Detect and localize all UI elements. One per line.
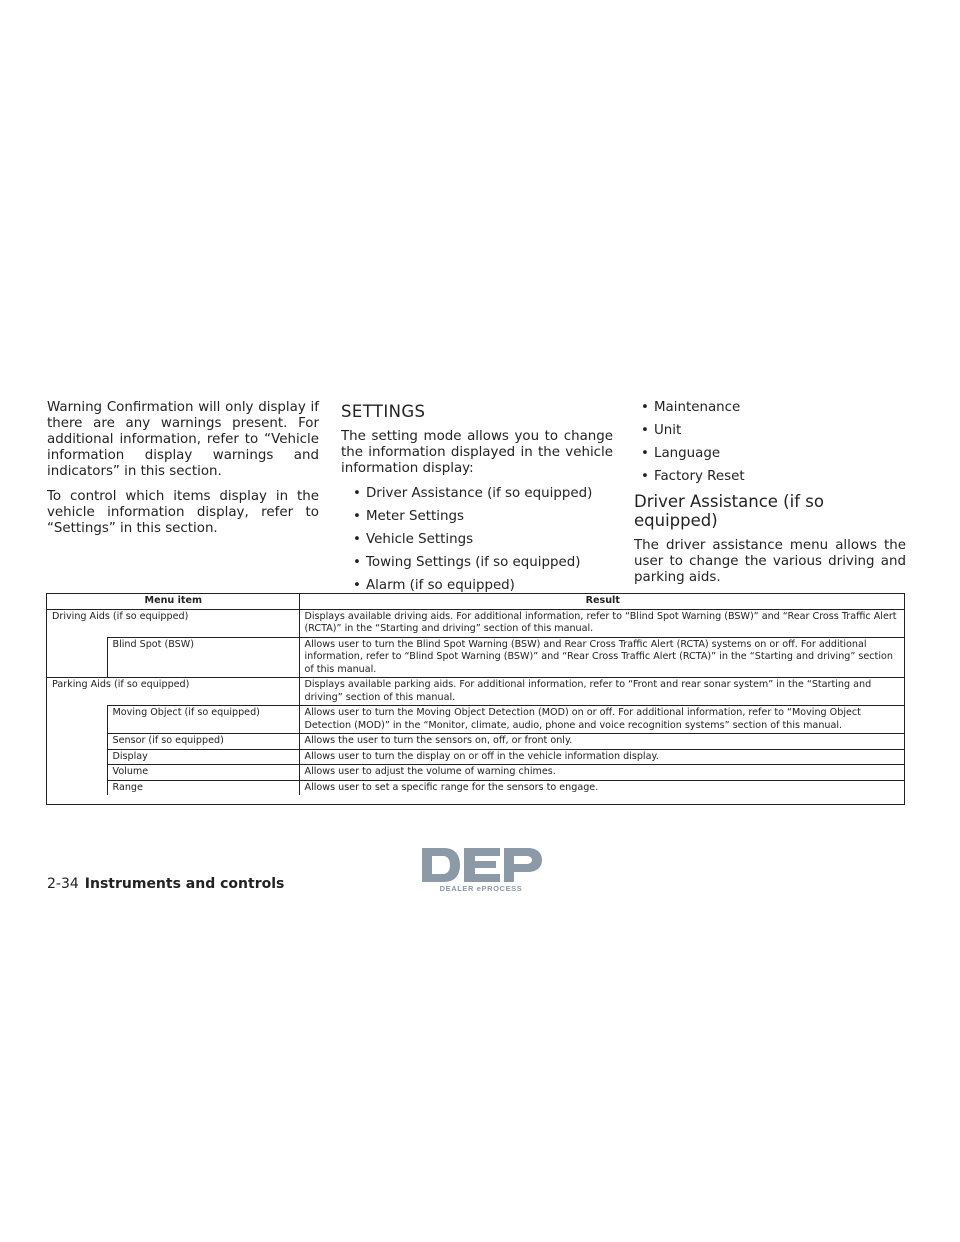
list-item: • Alarm (if so equipped): [353, 578, 515, 593]
result-cell: Allows user to turn the Blind Spot Warning (BSW) and Rear Cross Traffic Alert (RCTA) systems on or off. For additional information, refer to “Blind Spot Warning (BSW)” and “Rear Cross Traffic Alert (RCTA)” in the “Starting and driving” section of this manual.: [299, 637, 905, 678]
dep-logo-icon: [418, 846, 544, 884]
driver-assistance-table: [47, 594, 905, 795]
table-row: [47, 734, 905, 750]
bullet-icon: •: [353, 509, 361, 524]
indent-cell: [47, 706, 107, 796]
bullet-icon: •: [641, 469, 649, 484]
list-item: • Factory Reset: [641, 469, 745, 484]
list-item: • Towing Settings (if so equipped): [353, 555, 581, 570]
text-column-1: [47, 400, 319, 546]
table-row: [47, 765, 905, 781]
logo-caption: DEALER ePROCESS: [439, 884, 523, 893]
bullet-icon: •: [353, 532, 361, 547]
table-row: [47, 637, 905, 678]
list-item: • Unit: [641, 423, 682, 438]
submenu-item-cell: Volume: [107, 765, 299, 781]
result-cell: Displays available driving aids. For additional information, refer to “Blind Spot Warning (BSW)” and “Rear Cross Traffic Alert (RCTA)” in the “Starting and driving” section of this manual.: [299, 609, 905, 637]
text-column-2: [341, 400, 613, 601]
driver-assistance-heading: Driver Assistance (if so equipped): [634, 492, 824, 530]
submenu-item-cell: Range: [107, 780, 299, 795]
result-cell: Allows user to set a specific range for the sensors to engage.: [299, 780, 905, 795]
result-cell: Allows user to adjust the volume of warning chimes.: [299, 765, 905, 781]
list-item: • Vehicle Settings: [353, 532, 474, 547]
settings-heading: SETTINGS: [341, 402, 426, 421]
page-footer: [47, 876, 284, 892]
list-item: • Maintenance: [641, 400, 741, 415]
table-header-result: Result: [299, 594, 905, 609]
table-row: [47, 678, 905, 706]
list-item: • Meter Settings: [353, 509, 464, 524]
table-row: [47, 780, 905, 795]
result-cell: Allows user to turn the Moving Object Detection (MOD) on or off. For additional information, refer to “Moving Object Detection (MOD)” in the “Monitor, climate, audio, phone and voice recognition systems” section of this manual.: [299, 706, 905, 734]
text-column-3: [634, 400, 906, 595]
control-items-paragraph: To control which items display in the vehicle information display, refer to “Settings” in this section.: [47, 489, 319, 536]
table-row: [47, 749, 905, 765]
bullet-icon: •: [353, 555, 361, 570]
submenu-item-cell: Blind Spot (BSW): [107, 637, 299, 678]
bullet-icon: •: [641, 423, 649, 438]
chapter-title: Instruments and controls: [84, 876, 285, 892]
bullet-icon: •: [353, 486, 361, 501]
submenu-item-cell: Display: [107, 749, 299, 765]
list-item: • Driver Assistance (if so equipped): [353, 486, 593, 501]
submenu-item-cell: Moving Object (if so equipped): [107, 706, 299, 734]
list-item: • Language: [641, 446, 721, 461]
settings-list: [341, 486, 613, 594]
warning-confirmation-paragraph: Warning Confirmation will only display if there are any warnings present. For additional information, refer to “Vehicle information display warnings and indicators” in this section.: [47, 400, 319, 479]
bullet-icon: •: [641, 400, 649, 415]
table-row: [47, 609, 905, 637]
settings-list-continued: [634, 400, 906, 485]
table-row: [47, 706, 905, 734]
menu-item-cell: Parking Aids (if so equipped): [47, 678, 299, 706]
result-cell: Allows user to turn the display on or off in the vehicle information display.: [299, 749, 905, 765]
bullet-icon: •: [353, 578, 361, 593]
indent-cell: [47, 637, 107, 678]
table-header-menu-item: Menu item: [47, 594, 299, 609]
submenu-item-cell: Sensor (if so equipped): [107, 734, 299, 750]
dealer-eprocess-logo: [418, 846, 544, 894]
driver-assistance-body: The driver assistance menu allows the user to change the various driving and parking aids.: [634, 538, 906, 585]
menu-item-cell: Driving Aids (if so equipped): [47, 609, 299, 637]
result-cell: Displays available parking aids. For additional information, refer to “Front and rear sonar system” in the “Starting and driving” section of this manual.: [299, 678, 905, 706]
page-number: 2-34: [47, 876, 79, 892]
settings-intro: The setting mode allows you to change the information displayed in the vehicle information display:: [341, 429, 613, 476]
bullet-icon: •: [641, 446, 649, 461]
result-cell: Allows the user to turn the sensors on, off, or front only.: [299, 734, 905, 750]
